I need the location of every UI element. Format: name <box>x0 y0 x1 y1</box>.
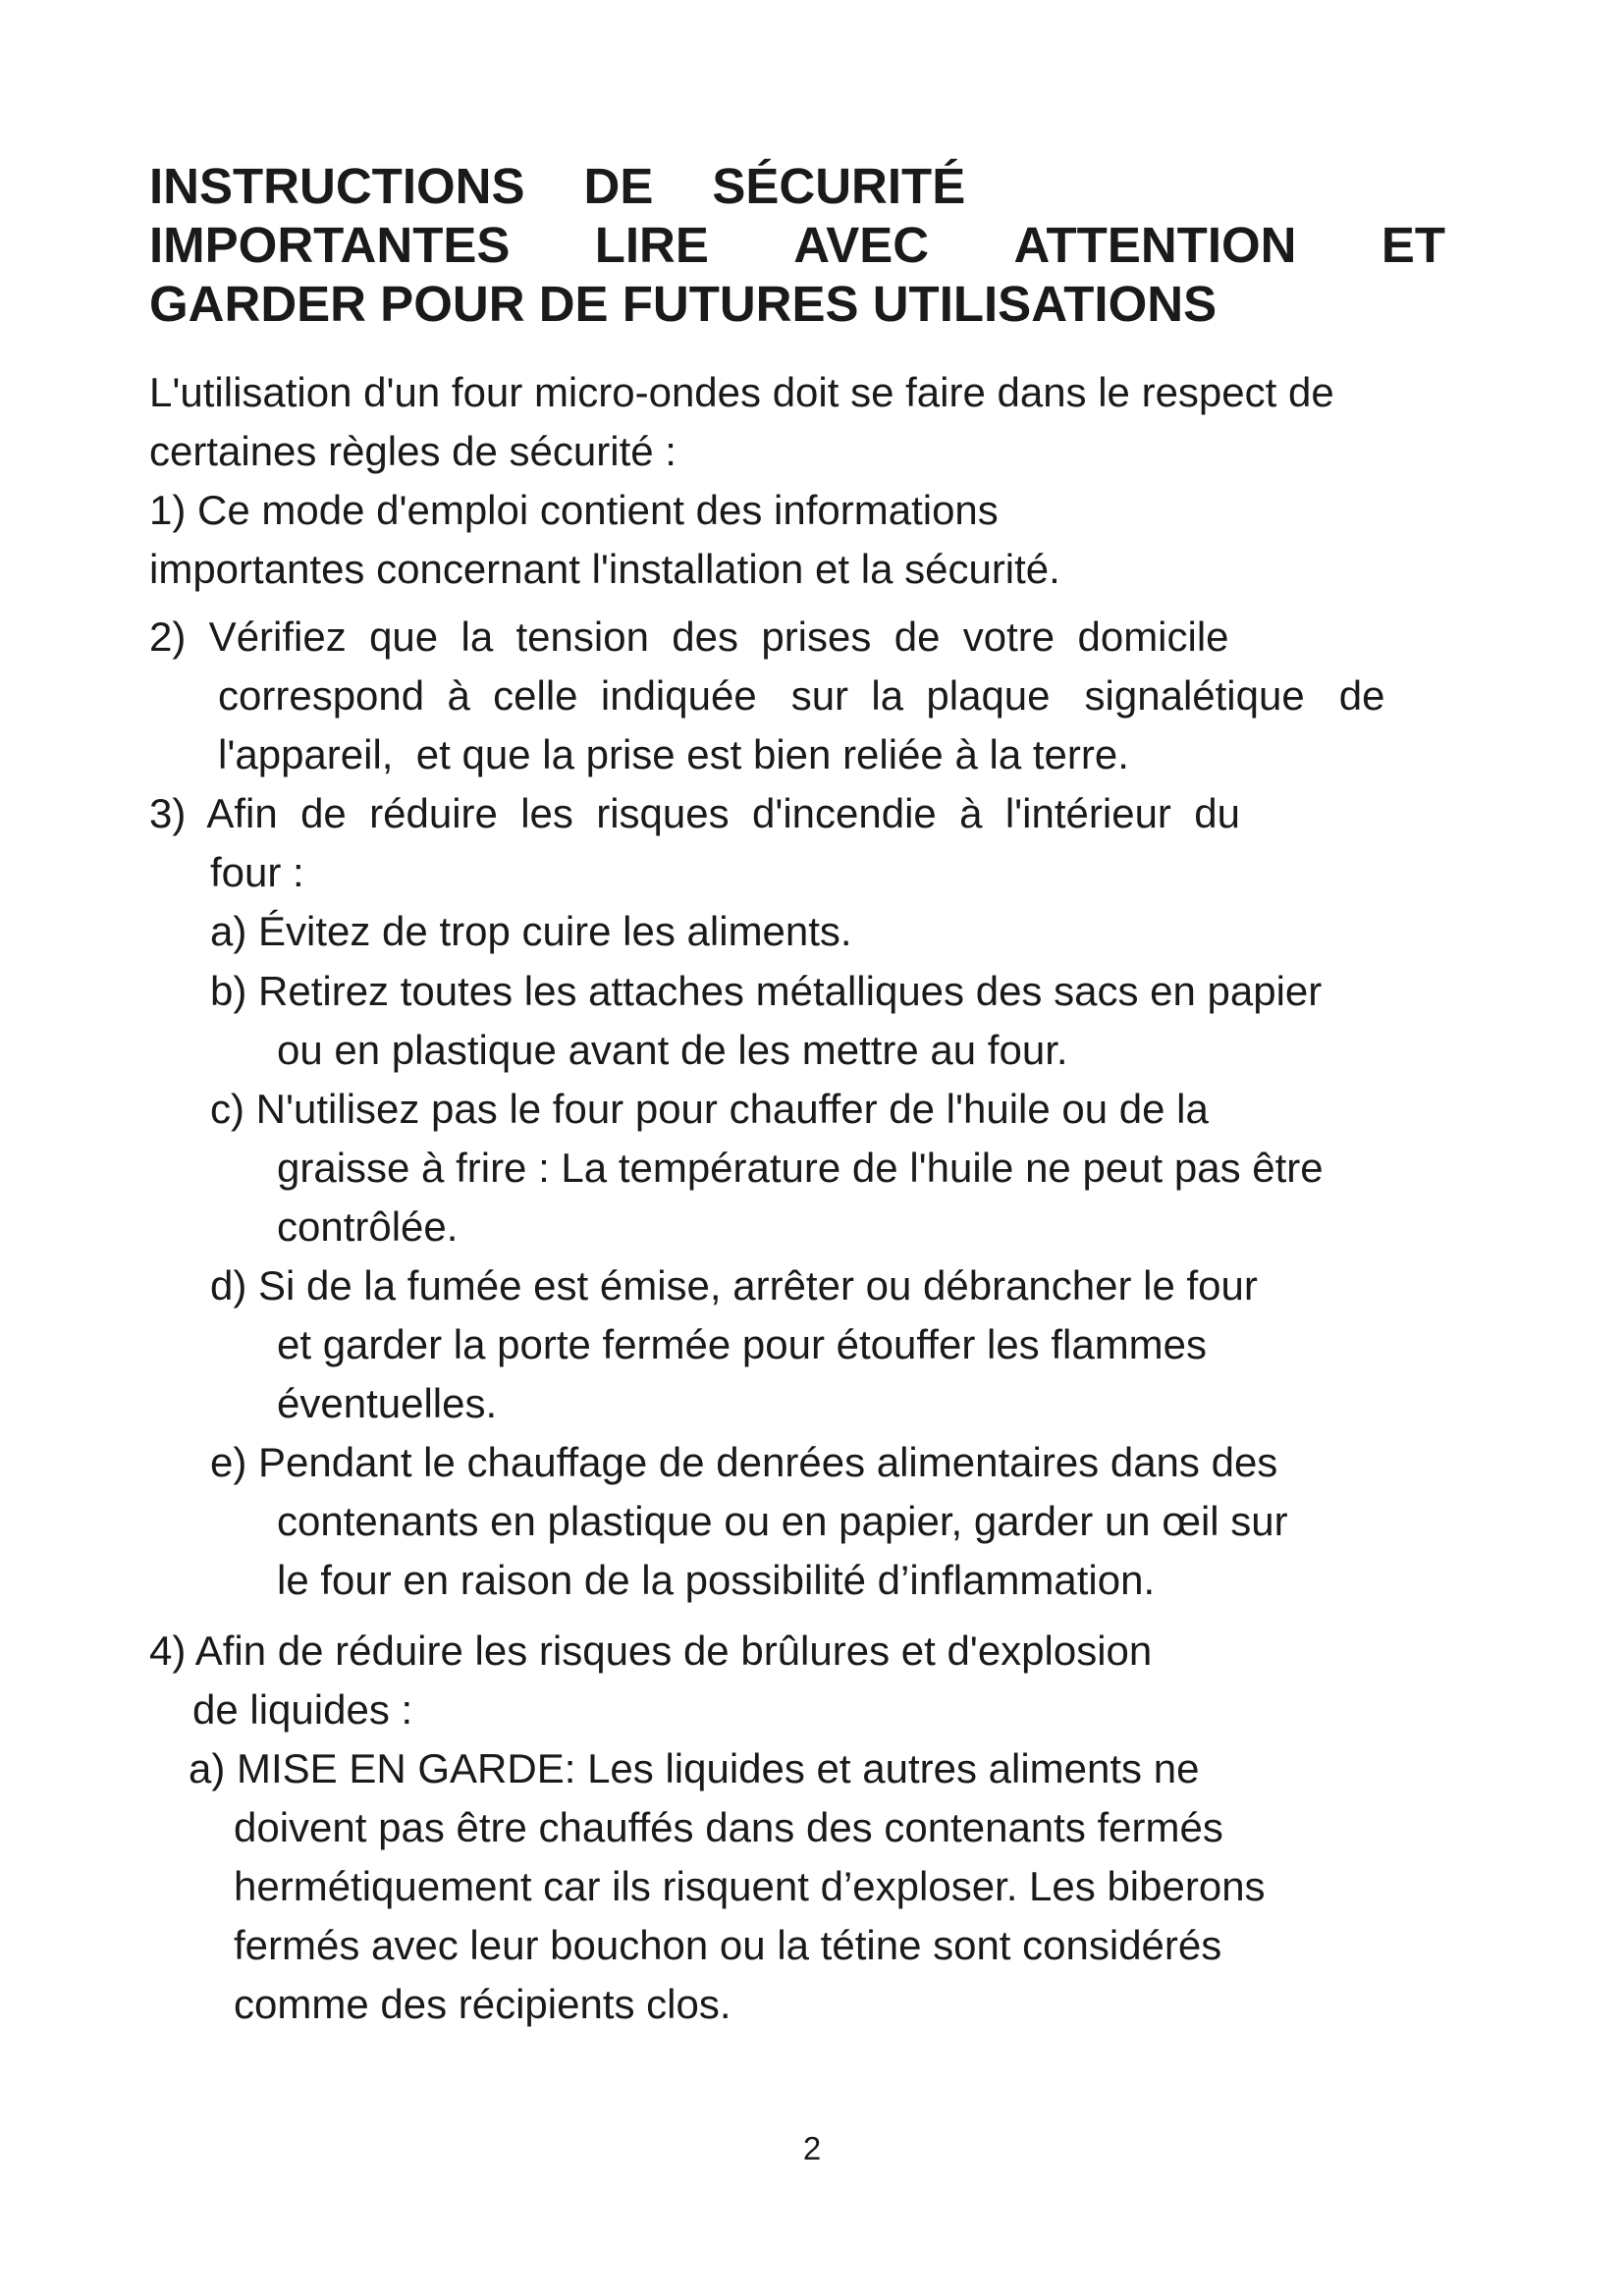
title-word: ATTENTION <box>1013 217 1297 273</box>
page-title <box>149 157 1445 334</box>
text-line: c) N'utilisez pas le four pour chauffer de l'huile ou de la <box>210 1086 1209 1132</box>
text-line: le four en raison de la possibilité d’inflammation. <box>277 1557 1156 1603</box>
text-line: L'utilisation d'un four micro-ondes doit se faire dans le respect de <box>149 369 1334 415</box>
text-line: e) Pendant le chauffage de denrées alimentaires dans des <box>210 1439 1278 1485</box>
item-3-sub-b <box>210 962 1322 1080</box>
text-line: l'appareil, et que la prise est bien reliée à la terre. <box>218 731 1129 777</box>
title-line-1 <box>149 157 1445 216</box>
title-word: INSTRUCTIONS <box>149 158 525 214</box>
title-word: SÉCURITÉ <box>712 158 966 214</box>
text-line: importantes concernant l'installation et la sécurité. <box>149 546 1060 592</box>
item-3-sub-e <box>210 1433 1288 1610</box>
text-line: hermétiquement car ils risquent d’exploser. Les biberons <box>234 1863 1266 1909</box>
title-line-3: GARDER POUR DE FUTURES UTILISATIONS <box>149 276 1218 332</box>
title-word: AVEC <box>793 217 930 273</box>
text-line: 3) Afin de réduire les risques d'incendie à l'intérieur du <box>149 790 1240 836</box>
title-word: LIRE <box>594 217 709 273</box>
intro-paragraph <box>149 363 1334 481</box>
page-number: 2 <box>802 2130 822 2166</box>
sub-item-a: a) Évitez de trop cuire les aliments. <box>210 908 852 954</box>
text-line: four : <box>210 849 304 895</box>
text-line: contenants en plastique ou en papier, garder un œil sur <box>277 1498 1288 1544</box>
text-line: doivent pas être chauffés dans des contenants fermés <box>234 1804 1223 1850</box>
title-word: ET <box>1380 217 1445 273</box>
title-line-2 <box>149 216 1445 275</box>
text-line: 2) Vérifiez que la tension des prises de votre domicile <box>149 614 1229 660</box>
text-line: d) Si de la fumée est émise, arrêter ou débrancher le four <box>210 1262 1258 1308</box>
text-line: et garder la porte fermée pour étouffer les flammes <box>277 1321 1208 1367</box>
text-line: contrôlée. <box>277 1203 459 1250</box>
item-2 <box>149 608 1384 784</box>
title-word: IMPORTANTES <box>149 217 511 273</box>
text-line: éventuelles. <box>277 1380 498 1426</box>
text-line: 4) Afin de réduire les risques de brûlures et d'explosion <box>149 1628 1153 1674</box>
text-line: ou en plastique avant de les mettre au four. <box>277 1027 1068 1073</box>
title-word: DE <box>583 158 654 214</box>
text-line: de liquides : <box>192 1686 413 1733</box>
item-4-sub-a <box>189 1739 1266 2034</box>
text-line: correspond à celle indiquée sur la plaque signalétique de <box>218 672 1385 719</box>
item-4 <box>149 1622 1152 1739</box>
item-3-sub-d <box>210 1256 1258 1433</box>
text-line: certaines règles de sécurité : <box>149 428 677 474</box>
text-line: a) MISE EN GARDE: Les liquides et autres aliments ne <box>189 1745 1200 1791</box>
text-line: fermés avec leur bouchon ou la tétine sont considérés <box>234 1922 1222 1968</box>
text-line: comme des récipients clos. <box>234 1981 731 2027</box>
item-3-sub-c <box>210 1080 1324 1256</box>
text-line: 1) Ce mode d'emploi contient des informations <box>149 487 999 533</box>
text-line: b) Retirez toutes les attaches métalliques des sacs en papier <box>210 968 1323 1014</box>
item-1 <box>149 481 1060 599</box>
item-3 <box>149 784 1240 961</box>
text-line: graisse à frire : La température de l'huile ne peut pas être <box>277 1145 1324 1191</box>
